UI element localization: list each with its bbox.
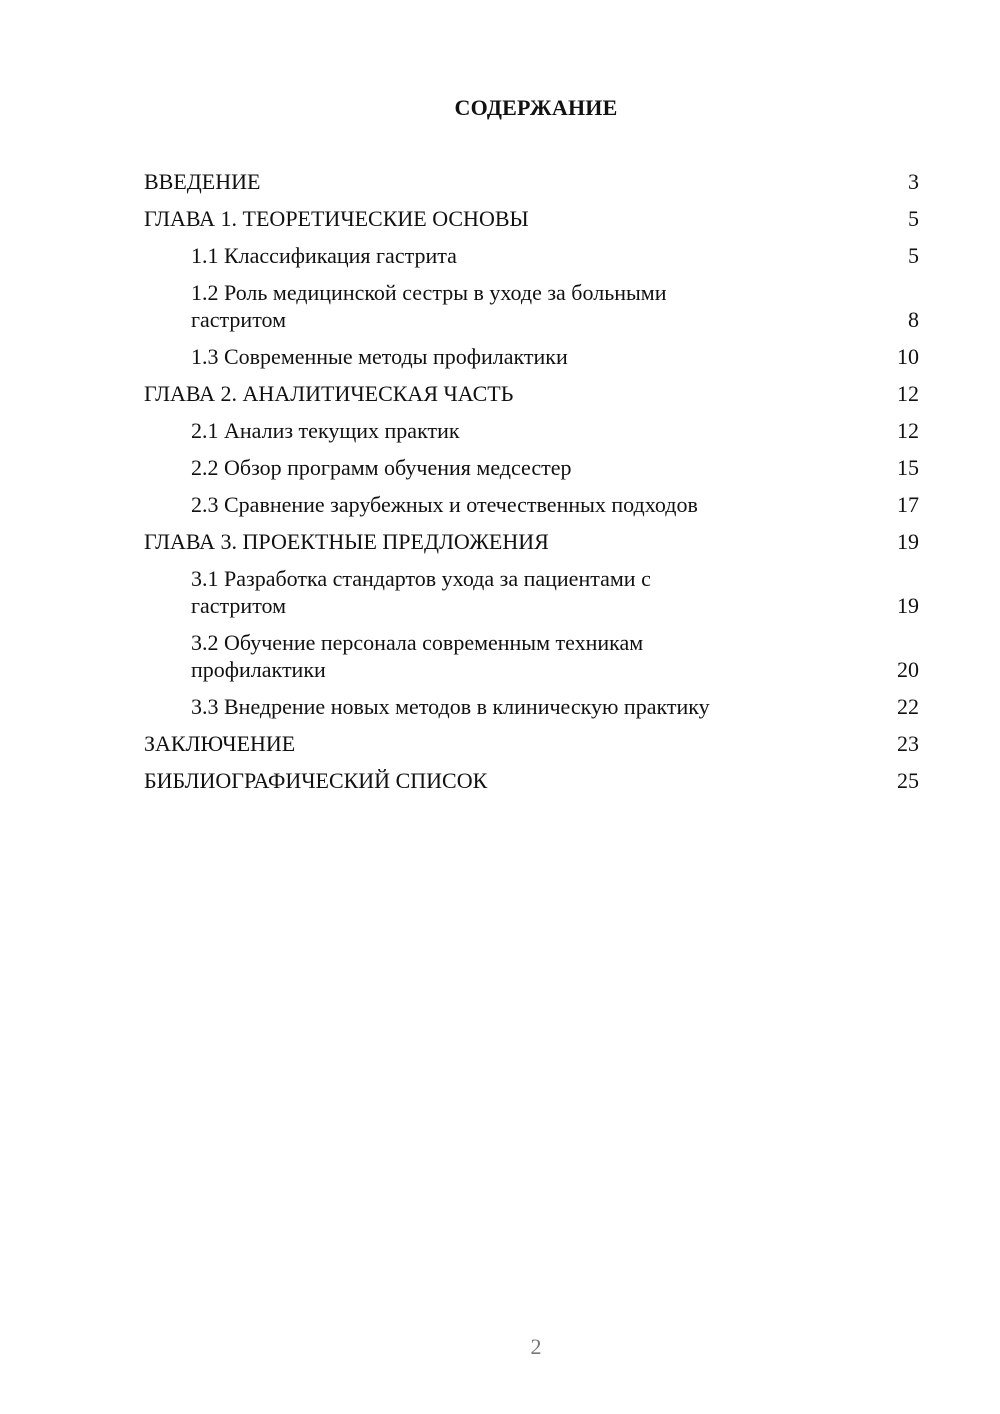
toc-entry (144, 242, 919, 269)
toc-entry (144, 343, 919, 370)
toc-entry-label: ГЛАВА 3. ПРОЕКТНЫЕ ПРЕДЛОЖЕНИЯ (144, 529, 549, 554)
toc-entry-page: 20 (897, 657, 919, 682)
toc-entry-label: ВВЕДЕНИЕ (144, 169, 261, 194)
toc-entry (144, 629, 919, 683)
toc-entry-label: БИБЛИОГРАФИЧЕСКИЙ СПИСОК (144, 768, 488, 793)
toc-entry (144, 417, 919, 444)
toc-entry-label: 1.1 Классификация гастрита (191, 243, 457, 268)
toc-entry (144, 767, 919, 794)
toc-entry-page: 5 (908, 243, 919, 268)
toc-entry-label: 1.2 Роль медицинской сестры в уходе за больными гастритом (191, 280, 667, 332)
toc-entry-page: 19 (897, 529, 919, 554)
toc-entry (144, 730, 919, 757)
toc-entry (144, 454, 919, 481)
toc-entry-label: 3.2 Обучение персонала современным техникам профилактики (191, 630, 644, 682)
toc-entry-label: ГЛАВА 1. ТЕОРЕТИЧЕСКИЕ ОСНОВЫ (144, 206, 529, 231)
toc-entry-page: 25 (897, 768, 919, 793)
toc-entry-label: ЗАКЛЮЧЕНИЕ (144, 731, 296, 756)
toc-entry-page: 12 (897, 418, 919, 443)
toc-entry (144, 168, 919, 195)
toc-entry (144, 279, 919, 333)
toc-entry (144, 491, 919, 518)
toc-entry-label: 3.1 Разработка стандартов ухода за пациентами с гастритом (191, 566, 651, 618)
toc-entry (144, 380, 919, 407)
toc-entry (144, 528, 919, 555)
toc-entry-label: ГЛАВА 2. АНАЛИТИЧЕСКАЯ ЧАСТЬ (144, 381, 514, 406)
toc-entry-label: 3.3 Внедрение новых методов в клиническую практику (191, 694, 710, 719)
toc-entry-label: 2.1 Анализ текущих практик (191, 418, 460, 443)
toc-entry-label: 1.3 Современные методы профилактики (191, 344, 568, 369)
toc-entry-page: 17 (897, 492, 919, 517)
toc-entry-page: 23 (897, 731, 919, 756)
toc-entry (144, 693, 919, 720)
table-of-contents (144, 168, 919, 804)
toc-entry-page: 3 (908, 169, 919, 194)
toc-entry (144, 205, 919, 232)
toc-entry-page: 10 (897, 344, 919, 369)
toc-entry-label: 2.2 Обзор программ обучения медсестер (191, 455, 572, 480)
toc-entry-page: 8 (908, 307, 919, 332)
page-title: СОДЕРЖАНИЕ (454, 95, 618, 120)
toc-entry (144, 565, 919, 619)
toc-entry-label: 2.3 Сравнение зарубежных и отечественных подходов (191, 492, 698, 517)
toc-entry-page: 5 (908, 206, 919, 231)
toc-entry-page: 15 (897, 455, 919, 480)
toc-entry-page: 12 (897, 381, 919, 406)
page-number: 2 (530, 1334, 542, 1359)
toc-entry-page: 19 (897, 593, 919, 618)
toc-entry-page: 22 (897, 694, 919, 719)
